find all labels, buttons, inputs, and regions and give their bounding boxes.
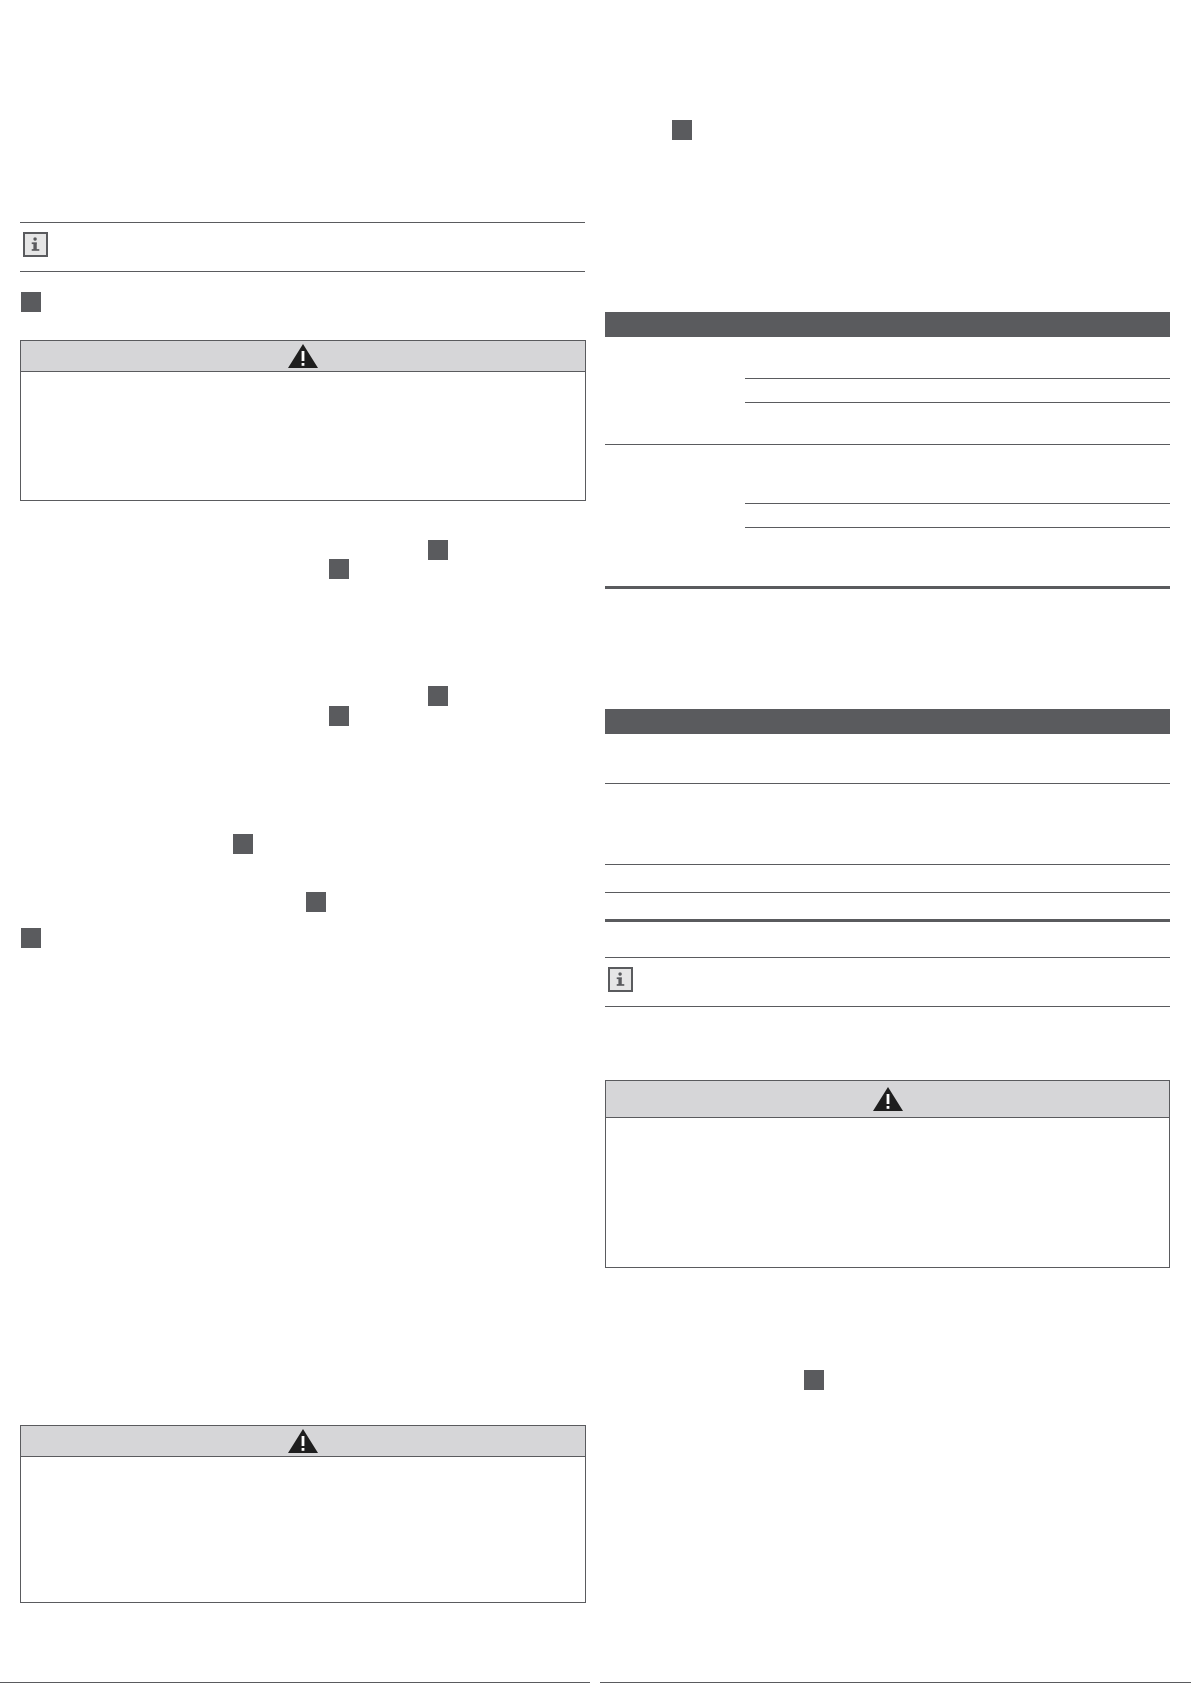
figure-reference-square [804, 1370, 824, 1390]
figure-reference-square [21, 292, 41, 312]
table-header-bar [605, 312, 1170, 337]
warning-triangle-icon [287, 343, 319, 369]
warning-header [21, 341, 585, 372]
figure-reference-square [306, 892, 326, 912]
table-row-rule [745, 527, 1170, 528]
warning-header [606, 1081, 1169, 1118]
figure-reference-square [672, 120, 692, 140]
figure-reference-square [428, 686, 448, 706]
table-row-rule [745, 503, 1170, 504]
warning-box [20, 340, 586, 501]
figure-reference-square [428, 540, 448, 560]
figure-reference-square [329, 559, 349, 579]
warning-box [605, 1080, 1170, 1268]
table-row-rule [605, 864, 1170, 865]
page-bottom-rule [0, 1682, 590, 1683]
info-note-bottom-rule [20, 271, 585, 272]
table-bottom-rule [605, 919, 1170, 922]
warning-triangle-icon [872, 1085, 904, 1113]
table-row-rule [745, 378, 1170, 379]
warning-box [20, 1425, 586, 1603]
info-note-top-rule [605, 957, 1170, 958]
info-note-bottom-rule [605, 1006, 1170, 1007]
table-row-rule [605, 892, 1170, 893]
figure-reference-square [329, 706, 349, 726]
info-note-top-rule [20, 222, 585, 223]
page-bottom-rule [600, 1682, 1191, 1683]
table-group-rule [605, 444, 1170, 445]
table-row-rule [605, 783, 1170, 784]
figure-reference-square [21, 928, 41, 948]
warning-header [21, 1426, 585, 1457]
info-icon [608, 967, 633, 992]
warning-triangle-icon [287, 1428, 319, 1454]
table-row-rule [745, 402, 1170, 403]
figure-reference-square [233, 834, 253, 854]
info-icon [23, 232, 48, 257]
table-bottom-rule [605, 586, 1170, 589]
table-header-bar [605, 709, 1170, 734]
